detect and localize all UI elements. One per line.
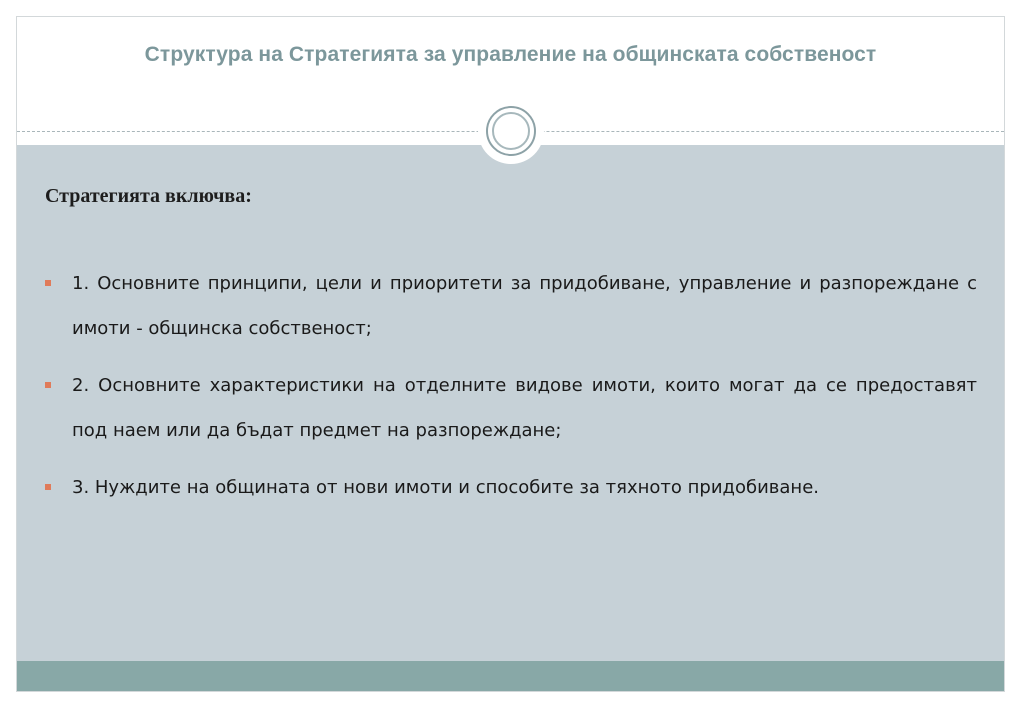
- list-item: [45, 363, 977, 453]
- circle-ornament-icon: [478, 98, 544, 164]
- list-item-text: 2. Основните характеристики на отделните видове имоти, които могат да се предоставят под наем или да бъдат предмет на разпореждане;: [72, 375, 977, 441]
- list-item-text: 3. Нуждите на общината от нови имоти и способите за тяхното придобиване.: [72, 477, 819, 498]
- ornament-inner-ring: [492, 112, 530, 150]
- footer-band: [17, 661, 1004, 692]
- square-bullet-icon: [45, 484, 51, 490]
- square-bullet-icon: [45, 382, 51, 388]
- content-subheading: Стратегията включва:: [45, 185, 252, 207]
- bullet-list: [45, 261, 977, 522]
- ornament-outer-ring: [486, 106, 536, 156]
- list-item: [45, 465, 977, 510]
- slide: [16, 16, 1005, 692]
- square-bullet-icon: [45, 280, 51, 286]
- list-item-text: 1. Основните принципи, цели и приоритети за придобиване, управление и разпореждане с имоти - общинска собственост;: [72, 273, 977, 339]
- list-item: [45, 261, 977, 351]
- slide-title: Структура на Стратегията за управление на общинската собственост: [144, 43, 877, 66]
